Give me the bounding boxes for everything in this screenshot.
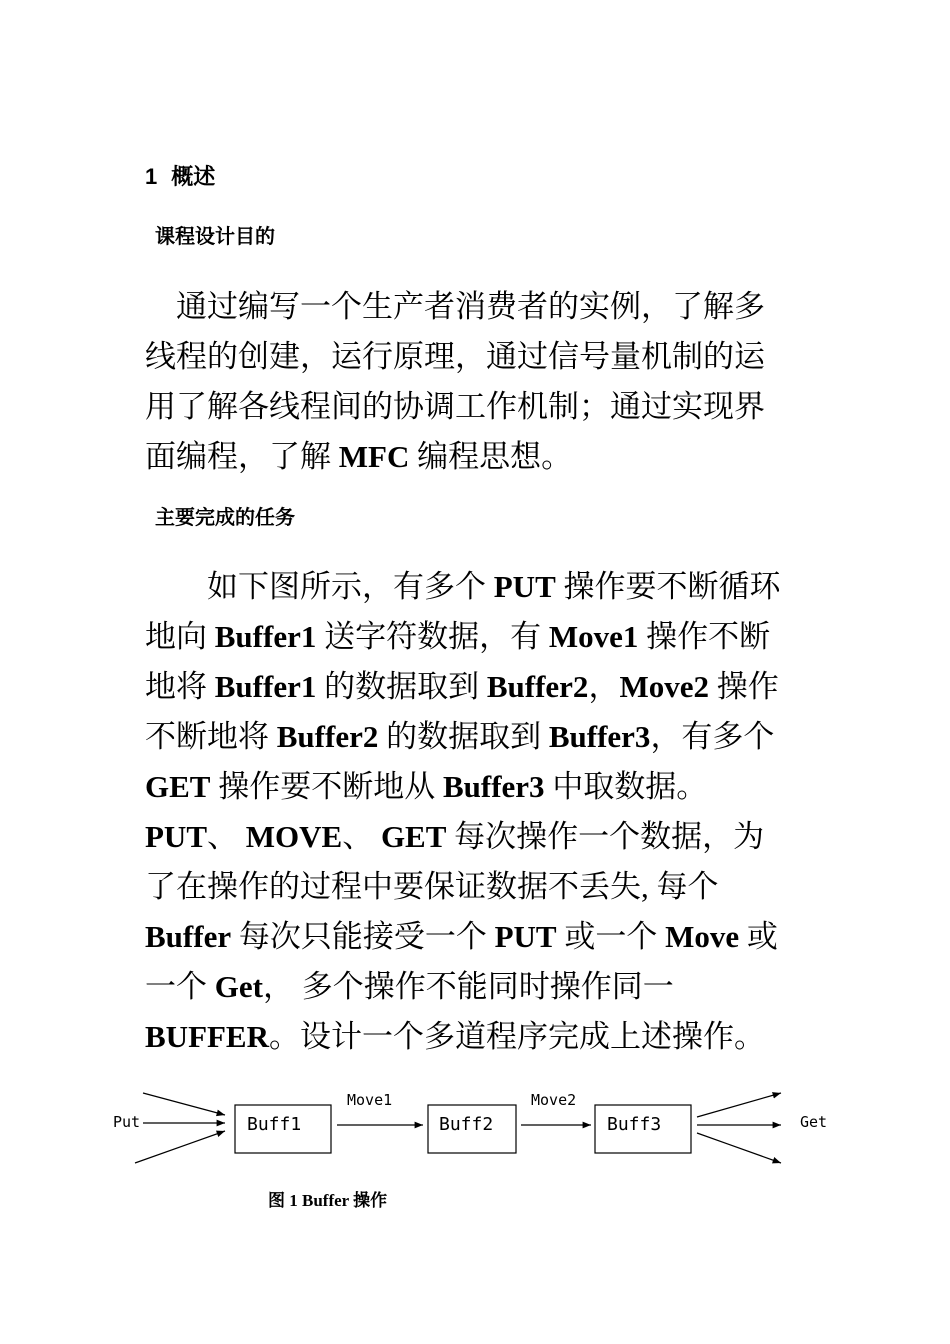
move2-label: Move2 — [531, 1091, 577, 1109]
get-arrow-top — [697, 1093, 781, 1117]
move1-label: Move1 — [347, 1091, 393, 1109]
paragraph-line: 通过编写一个生产者消费者的实例，了解多 — [145, 289, 765, 324]
buff2-label: Buff2 — [439, 1114, 494, 1135]
paragraph-line: 地向 Buffer1 送字符数据，有 Move1 操作不断 — [145, 619, 771, 654]
paragraph-line: 面编程，了解 MFC 编程思想。 — [145, 439, 573, 474]
put-arrow-top — [143, 1093, 225, 1115]
buff3-label: Buff3 — [607, 1114, 662, 1135]
buff1-label: Buff1 — [247, 1114, 302, 1135]
paragraph-line: PUT、 MOVE、 GET 每次操作一个数据，为 — [145, 819, 765, 854]
paragraph-line: Buffer 每次只能接受一个 PUT 或一个 Move 或 — [145, 919, 778, 954]
paragraph-line: 了在操作的过程中要保证数据不丢失, 每个 — [145, 869, 719, 904]
figure-caption: 图 1 Buffer 操作 — [268, 1191, 388, 1210]
paragraph-line: 一个 Get， 多个操作不能同时操作同一 — [145, 969, 674, 1004]
paragraph-line: 地将 Buffer1 的数据取到 Buffer2，Move2 操作 — [145, 669, 779, 704]
section-heading — [145, 160, 215, 191]
put-arrow-bottom — [135, 1131, 225, 1163]
buffer-flow-diagram — [105, 1085, 845, 1175]
paragraph-line: 用了解各线程间的协调工作机制；通过实现界 — [145, 389, 765, 424]
purpose-paragraph — [145, 282, 807, 482]
paragraph-line: 线程的创建，运行原理，通过信号量机制的运 — [145, 339, 765, 374]
tasks-paragraph — [145, 562, 807, 1062]
paragraph-line: 如下图所示，有多个 PUT 操作要不断循环 — [145, 569, 781, 604]
subheading-purpose: 课程设计目的 — [155, 226, 275, 248]
heading-number: 1 — [145, 164, 158, 189]
paragraph-line: BUFFER。设计一个多道程序完成上述操作。 — [145, 1019, 765, 1054]
get-arrow-bottom — [697, 1133, 781, 1163]
get-label: Get — [800, 1113, 828, 1131]
put-label: Put — [113, 1113, 141, 1131]
paragraph-line: 不断地将 Buffer2 的数据取到 Buffer3，有多个 — [145, 719, 775, 754]
paragraph-line: GET 操作要不断地从 Buffer3 中取数据。 — [145, 769, 708, 804]
subheading-tasks: 主要完成的任务 — [155, 507, 295, 529]
heading-title: 概述 — [171, 164, 216, 189]
